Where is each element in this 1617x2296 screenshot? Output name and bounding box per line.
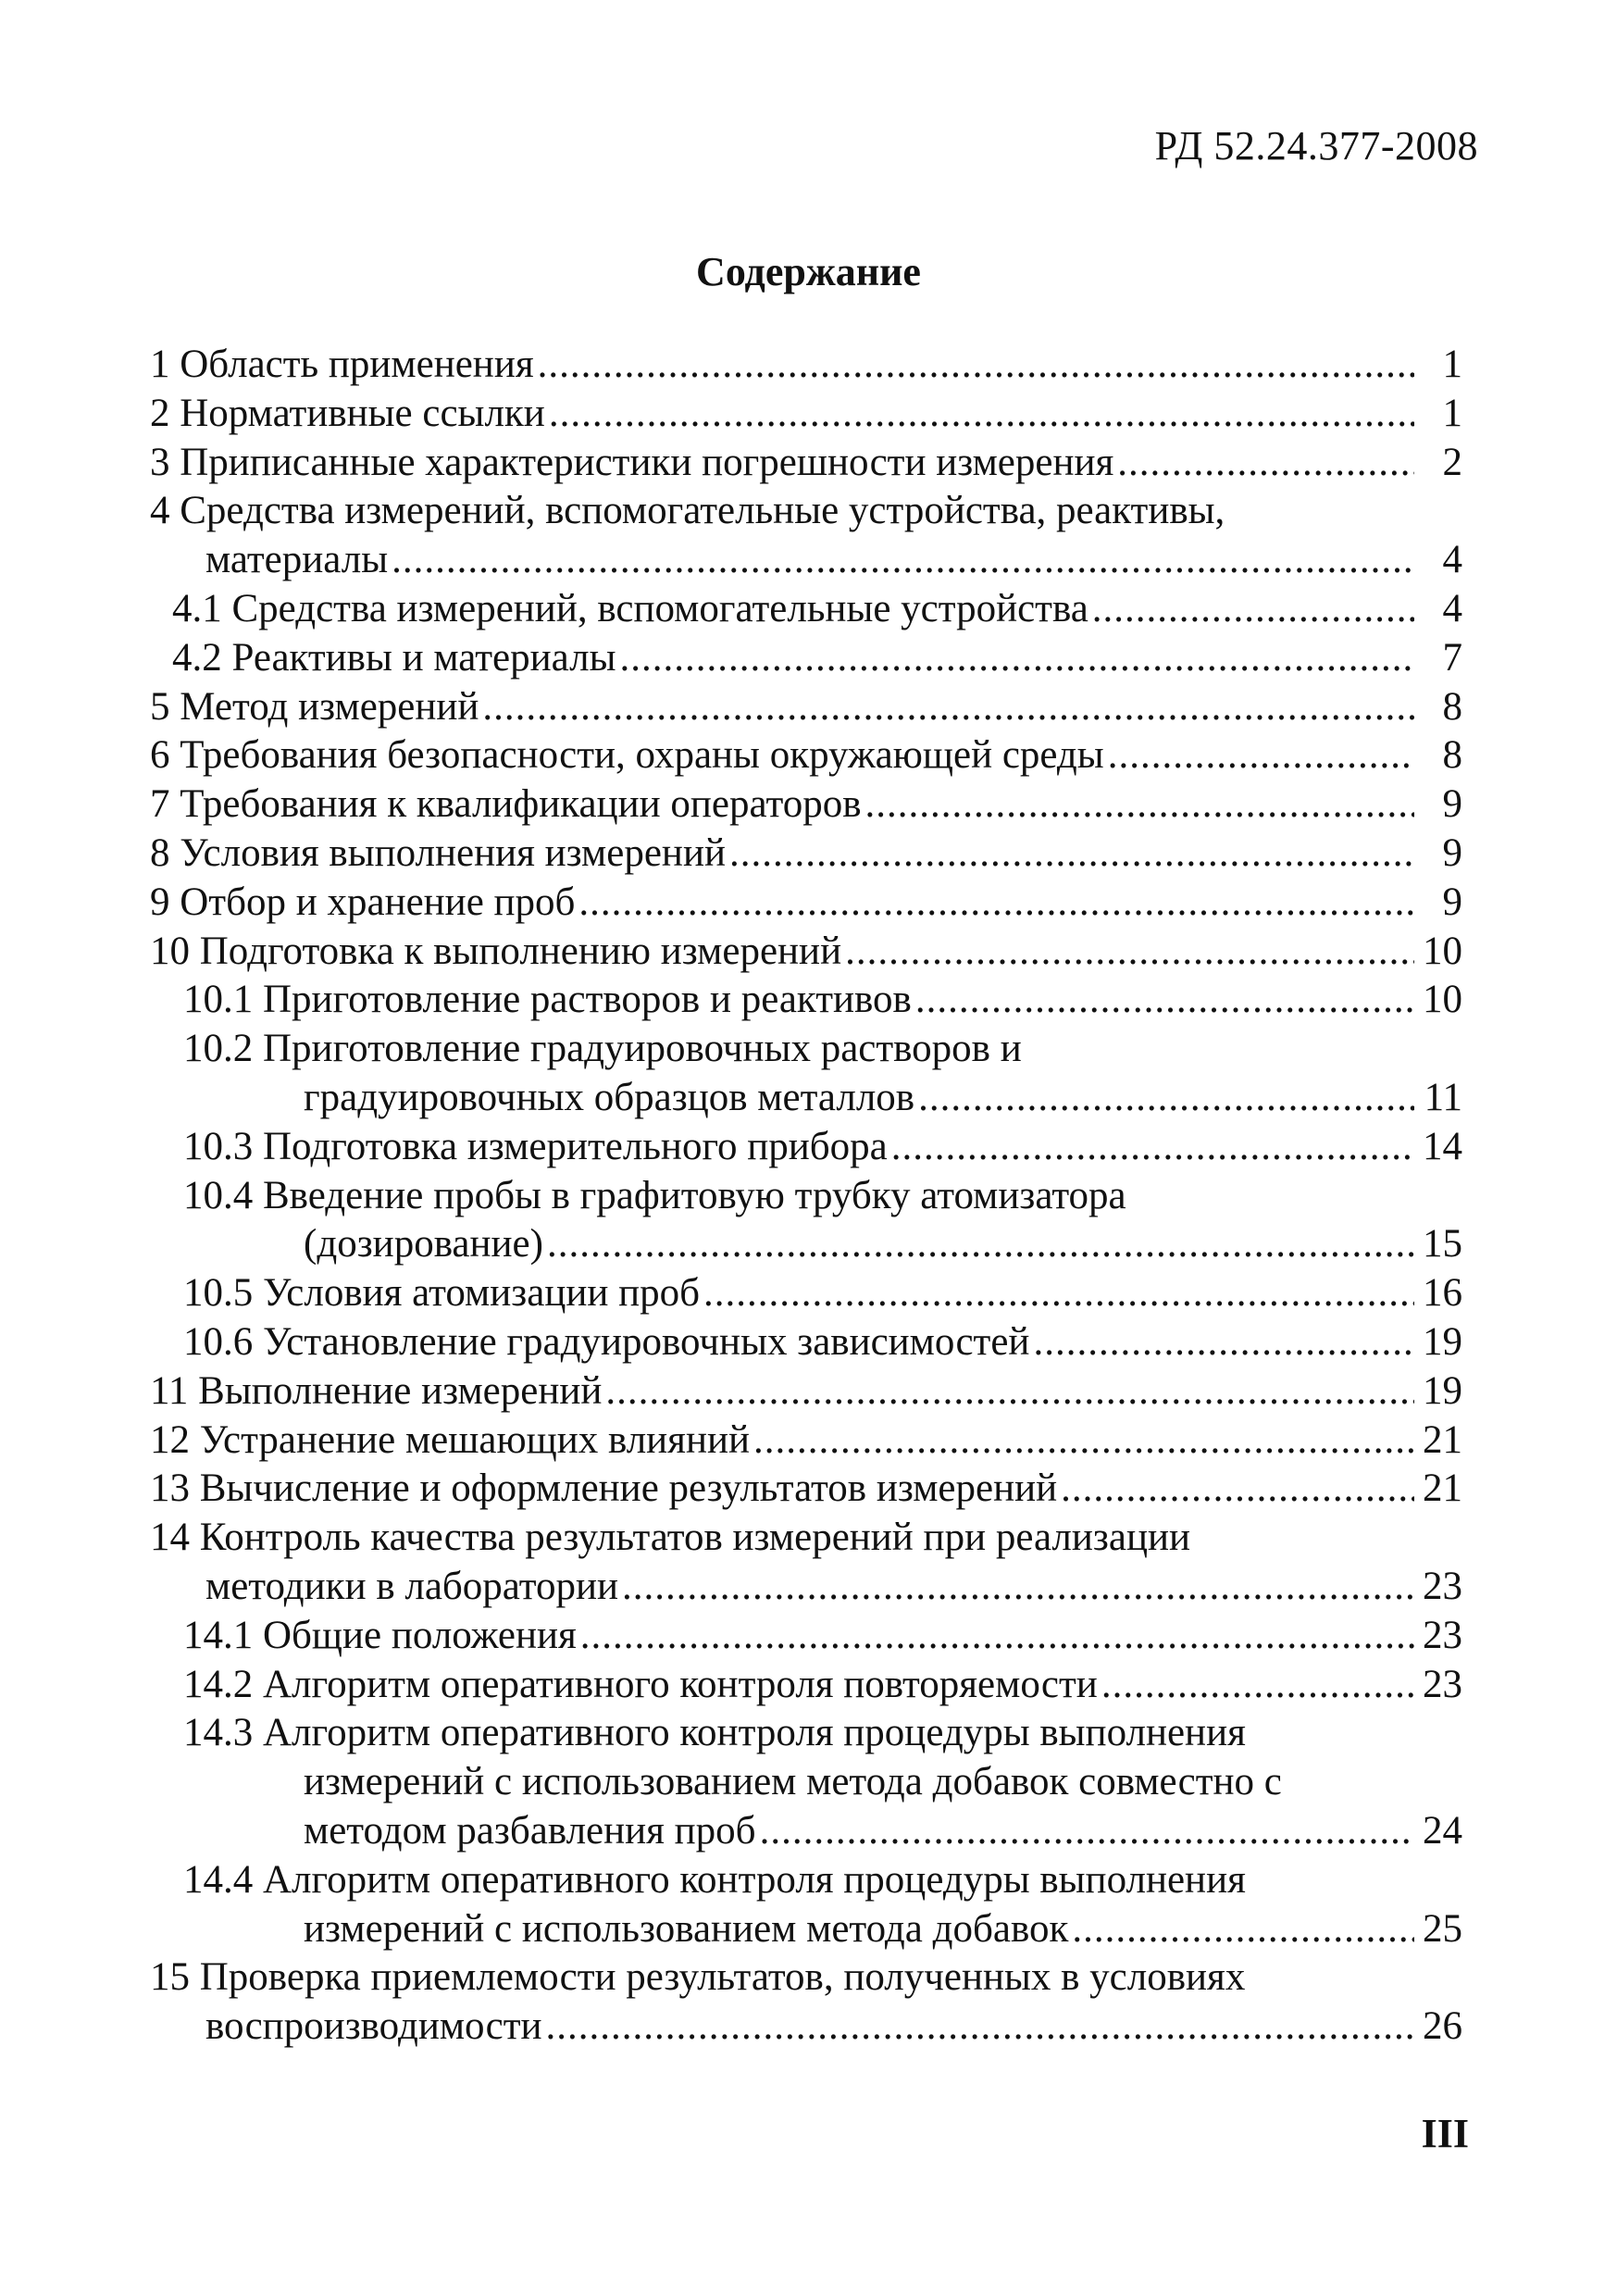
toc-page-number: 23 bbox=[1423, 1662, 1462, 1706]
toc-entry-text: 1 Область применения bbox=[150, 343, 534, 386]
dot-leader bbox=[891, 1123, 1414, 1172]
page-title: Содержание bbox=[696, 249, 921, 294]
toc-entry-10-5[interactable] bbox=[150, 1269, 1462, 1318]
toc-entry-text: 10.5 Условия атомизации проб bbox=[183, 1271, 701, 1316]
toc-entry-text: 10.1 Приготовление растворов и реактивов bbox=[183, 978, 912, 1022]
dot-leader bbox=[703, 1269, 1414, 1318]
toc-entry-3[interactable] bbox=[150, 439, 1462, 488]
toc-line bbox=[183, 1905, 1462, 1954]
toc-entry-text-cont: измерений с использованием метода добавок bbox=[304, 1906, 1069, 1951]
toc-page-number: 9 bbox=[1442, 830, 1462, 875]
toc-entry-text: 8 Условия выполнения измерений bbox=[150, 830, 726, 875]
document-code: РД 52.24.377-2008 bbox=[1154, 123, 1478, 168]
toc-page-number: 4 bbox=[1442, 586, 1462, 630]
toc-line bbox=[150, 683, 1462, 732]
toc-line bbox=[183, 976, 1462, 1025]
toc-entry-text: 10.4 Введение пробы в графитовую трубку атомизатора bbox=[183, 1173, 1126, 1217]
dot-leader bbox=[392, 536, 1414, 585]
toc-entry-text-cont: измерений с использованием метода добавок совместно с bbox=[304, 1760, 1282, 1804]
dot-leader bbox=[580, 1612, 1414, 1661]
toc-entry-14-3[interactable] bbox=[150, 1709, 1462, 1855]
toc-page-number: 16 bbox=[1423, 1271, 1462, 1316]
dot-leader bbox=[578, 879, 1414, 928]
toc-entry-text-cont: градуировочных образцов металлов bbox=[304, 1075, 915, 1119]
toc-line bbox=[150, 1465, 1462, 1514]
toc-page-number: 4 bbox=[1442, 538, 1462, 582]
toc-line bbox=[183, 1074, 1462, 1123]
toc-entry-text: 6 Требования безопасности, охраны окружающей среды bbox=[150, 733, 1104, 778]
toc-page-number: 10 bbox=[1423, 978, 1462, 1022]
dot-leader bbox=[1072, 1905, 1414, 1954]
toc-entry-11[interactable] bbox=[150, 1367, 1462, 1416]
table-of-contents bbox=[150, 341, 1462, 2052]
page-number: III bbox=[1421, 2111, 1469, 2156]
toc-entry-text: 5 Метод измерений bbox=[150, 684, 479, 729]
dot-leader bbox=[538, 341, 1414, 390]
toc-entry-15[interactable] bbox=[150, 1953, 1462, 2052]
toc-entry-text: 11 Выполнение измерений bbox=[150, 1368, 603, 1413]
toc-line bbox=[183, 1661, 1462, 1710]
toc-page-number: 2 bbox=[1442, 440, 1462, 484]
dot-leader bbox=[622, 1563, 1414, 1612]
dot-leader bbox=[482, 683, 1414, 732]
toc-line bbox=[183, 1123, 1462, 1172]
toc-entry-text: 12 Устранение мешающих влияний bbox=[150, 1417, 750, 1462]
toc-line bbox=[150, 2003, 1462, 2052]
toc-entry-text: 14.1 Общие положения bbox=[183, 1613, 577, 1657]
toc-page-number: 14 bbox=[1423, 1124, 1462, 1168]
toc-line bbox=[150, 536, 1462, 585]
toc-page-number: 10 bbox=[1423, 929, 1462, 973]
toc-line bbox=[172, 634, 1462, 683]
toc-entry-10-6[interactable] bbox=[150, 1318, 1462, 1367]
toc-entry-text: 13 Вычисление и оформление результатов измерений bbox=[150, 1466, 1058, 1511]
toc-entry-10-1[interactable] bbox=[150, 976, 1462, 1025]
toc-page-number: 7 bbox=[1442, 635, 1462, 680]
toc-entry-text: 14.3 Алгоритм оперативного контроля процедуры выполнения bbox=[183, 1711, 1246, 1755]
toc-page-number: 21 bbox=[1423, 1417, 1462, 1462]
toc-entry-10-3[interactable] bbox=[150, 1123, 1462, 1172]
toc-entry-1[interactable] bbox=[150, 341, 1462, 390]
toc-entry-text: 10.3 Подготовка измерительного прибора bbox=[183, 1124, 888, 1168]
toc-entry-9[interactable] bbox=[150, 879, 1462, 928]
toc-entry-text-cont: методом разбавления проб bbox=[304, 1808, 756, 1853]
toc-entry-text: 15 Проверка приемлемости результатов, полученных в условиях bbox=[150, 1955, 1246, 2000]
toc-page-number: 25 bbox=[1423, 1906, 1462, 1951]
dot-leader bbox=[549, 390, 1414, 439]
toc-page-number: 1 bbox=[1442, 391, 1462, 435]
toc-entry-14-2[interactable] bbox=[150, 1661, 1462, 1710]
toc-line bbox=[183, 1269, 1462, 1318]
toc-line bbox=[150, 390, 1462, 439]
toc-entry-5[interactable] bbox=[150, 683, 1462, 732]
toc-line bbox=[150, 780, 1462, 830]
dot-leader bbox=[1101, 1661, 1414, 1710]
dot-leader bbox=[753, 1416, 1414, 1466]
toc-line bbox=[150, 879, 1462, 928]
dot-leader bbox=[915, 976, 1414, 1025]
toc-page-number: 19 bbox=[1423, 1319, 1462, 1364]
toc-page-number: 24 bbox=[1423, 1808, 1462, 1853]
toc-entry-text: 4.1 Средства измерений, вспомогательные устройства bbox=[172, 586, 1088, 630]
toc-line bbox=[150, 1563, 1462, 1612]
dot-leader bbox=[845, 928, 1414, 977]
toc-page-number: 9 bbox=[1442, 880, 1462, 924]
toc-line bbox=[183, 1807, 1462, 1856]
toc-entry-text: 7 Требования к квалификации операторов bbox=[150, 782, 862, 827]
toc-entry-text: 4 Средства измерений, вспомогательные устройства, реактивы, bbox=[150, 489, 1225, 533]
dot-leader bbox=[729, 830, 1414, 879]
toc-entry-text: 14 Контроль качества результатов измерений при реализации bbox=[150, 1516, 1190, 1560]
toc-entry-14-1[interactable] bbox=[150, 1612, 1462, 1661]
toc-line bbox=[150, 928, 1462, 977]
toc-entry-text: 10.6 Установление градуировочных зависимостей bbox=[183, 1319, 1030, 1364]
toc-page-number: 23 bbox=[1423, 1613, 1462, 1657]
toc-page-number: 19 bbox=[1423, 1368, 1462, 1413]
toc-entry-text: 2 Нормативные ссылки bbox=[150, 391, 545, 435]
dot-leader bbox=[760, 1807, 1414, 1856]
dot-leader bbox=[865, 780, 1415, 830]
toc-entry-text: 3 Приписанные характеристики погрешности измерения bbox=[150, 440, 1114, 484]
toc-page-number: 8 bbox=[1442, 733, 1462, 778]
dot-leader bbox=[547, 1220, 1414, 1269]
toc-entry-10-4[interactable] bbox=[150, 1172, 1462, 1270]
toc-entry-text-cont: материалы bbox=[205, 538, 389, 582]
toc-page-number: 21 bbox=[1423, 1466, 1462, 1511]
toc-entry-text: 14.2 Алгоритм оперативного контроля повторяемости bbox=[183, 1662, 1098, 1706]
toc-entry-text-cont: методики в лаборатории bbox=[205, 1564, 619, 1608]
toc-entry-14-4[interactable] bbox=[150, 1856, 1462, 1954]
dot-leader bbox=[1033, 1318, 1414, 1367]
toc-page-number: 15 bbox=[1423, 1222, 1462, 1267]
toc-page-number: 11 bbox=[1424, 1075, 1462, 1119]
toc-line bbox=[150, 1367, 1462, 1416]
toc-entry-text: 9 Отбор и хранение проб bbox=[150, 880, 576, 924]
dot-leader bbox=[546, 2003, 1414, 2052]
toc-entry-12[interactable] bbox=[150, 1416, 1462, 1466]
toc-entry-text: 10.2 Приготовление градуировочных растворов и bbox=[183, 1027, 1022, 1071]
toc-line bbox=[150, 439, 1462, 488]
toc-entry-4-2[interactable] bbox=[150, 634, 1462, 683]
toc-line bbox=[183, 1612, 1462, 1661]
toc-page-number: 8 bbox=[1442, 684, 1462, 729]
toc-line bbox=[150, 830, 1462, 879]
toc-line bbox=[172, 585, 1462, 634]
dot-leader bbox=[1061, 1465, 1414, 1514]
toc-entry-6[interactable] bbox=[150, 731, 1462, 780]
toc-entry-2[interactable] bbox=[150, 390, 1462, 439]
toc-page-number: 1 bbox=[1442, 343, 1462, 386]
toc-page-number: 9 bbox=[1442, 782, 1462, 827]
toc-entry-8[interactable] bbox=[150, 830, 1462, 879]
toc-line bbox=[150, 731, 1462, 780]
toc-line bbox=[183, 1318, 1462, 1367]
dot-leader bbox=[918, 1074, 1414, 1123]
toc-entry-13[interactable] bbox=[150, 1465, 1462, 1514]
dot-leader bbox=[1092, 585, 1414, 634]
dot-leader bbox=[1108, 731, 1414, 780]
toc-entry-10[interactable] bbox=[150, 928, 1462, 977]
toc-page-number: 26 bbox=[1423, 2004, 1462, 2049]
toc-line bbox=[183, 1220, 1462, 1269]
toc-page-number: 23 bbox=[1423, 1564, 1462, 1608]
toc-line bbox=[150, 341, 1462, 390]
toc-entry-text-cont: воспроизводимости bbox=[205, 2004, 542, 2049]
toc-entry-text: 4.2 Реактивы и материалы bbox=[172, 635, 616, 680]
toc-entry-7[interactable] bbox=[150, 780, 1462, 830]
toc-entry-14[interactable] bbox=[150, 1514, 1462, 1612]
dot-leader bbox=[619, 634, 1414, 683]
toc-entry-text: 10 Подготовка к выполнению измерений bbox=[150, 929, 842, 973]
toc-line bbox=[150, 1416, 1462, 1466]
dot-leader bbox=[1117, 439, 1414, 488]
toc-entry-4-1[interactable] bbox=[150, 585, 1462, 634]
dot-leader bbox=[605, 1367, 1414, 1416]
toc-entry-text: 14.4 Алгоритм оперативного контроля процедуры выполнения bbox=[183, 1857, 1246, 1902]
toc-entry-4[interactable] bbox=[150, 487, 1462, 585]
toc-entry-10-2[interactable] bbox=[150, 1025, 1462, 1123]
toc-entry-text-cont: (дозирование) bbox=[304, 1222, 543, 1267]
